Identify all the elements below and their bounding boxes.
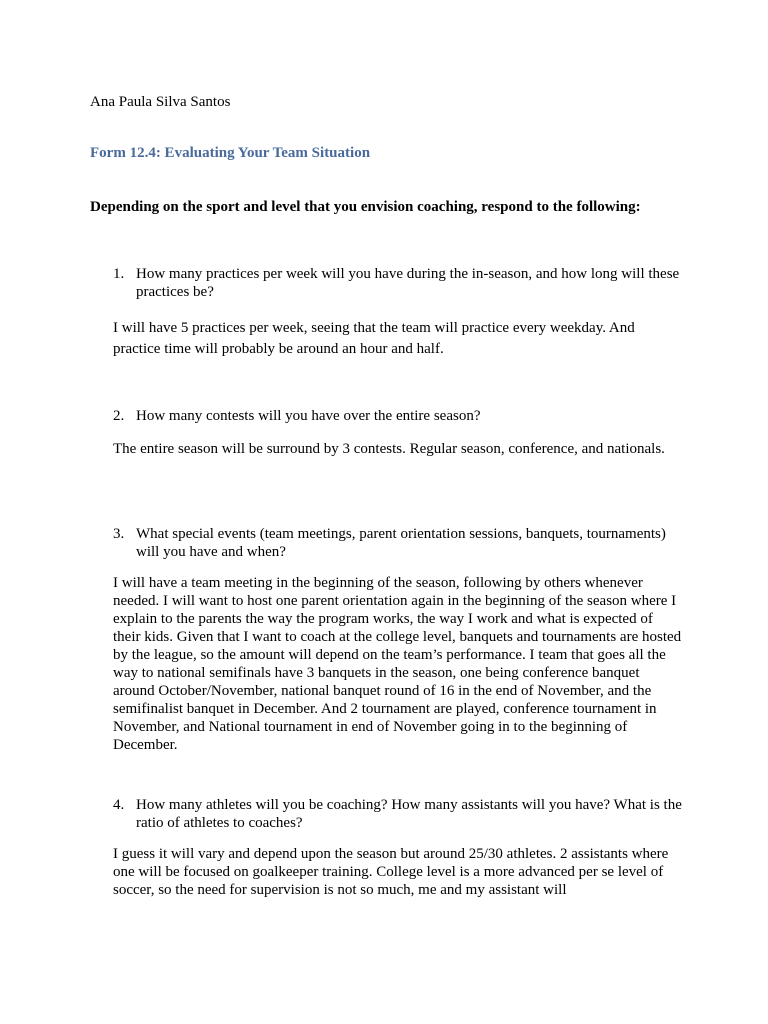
answer-4: I guess it will vary and depend upon the season but around 25/30 athletes. 2 assistants where one will be focused on goalkeeper training. College level is a more advanced per se level of soccer, so the need for supervision is not so much, me and my assistant will (113, 846, 669, 898)
question-text: How many practices per week will you have during the in-season, and how long will these practices be? (136, 266, 680, 300)
question-text: What special events (team meetings, parent orientation sessions, banquets, tournaments) will you have and when? (136, 526, 666, 560)
intro-instruction: Depending on the sport and level that you envision coaching, respond to the following: (90, 199, 641, 215)
answer-2: The entire season will be surround by 3 contests. Regular season, conference, and nationals. (113, 441, 665, 457)
question-number: 4. (113, 797, 125, 813)
answer-3: I will have a team meeting in the beginning of the season, following by others whenever needed. I will want to host one parent orientation again in the beginning of the season where I explain to the parents the way the program works, the way I work and what is expected of their kids. Given that I want to coach at the college level, banquets and tournaments are hosted by the league, so the amount will depend on the team’s performance. I team that goes all the way to national semifinals have 3 banquets in the season, one being conference banquet around October/November, national banquet round of 16 in the end of November, and the semifinalist banquet in December. And 2 tournament are played, conference tournament in November, and National tournament in end of November going in to the beginning of December. (113, 575, 682, 753)
question-number: 1. (113, 266, 125, 282)
question-number: 2. (113, 408, 125, 424)
question-2 (113, 407, 683, 425)
question-text: How many athletes will you be coaching? How many assistants will you have? What is the ratio of athletes to coaches? (136, 797, 682, 831)
question-number: 3. (113, 526, 125, 542)
answer-1: I will have 5 practices per week, seeing that the team will practice every weekday. And practice time will probably be around an hour and half. (113, 320, 635, 357)
question-1 (113, 265, 683, 301)
question-3 (113, 525, 683, 561)
question-4 (113, 796, 683, 832)
question-text: How many contests will you have over the entire season? (136, 408, 481, 424)
author-name: Ana Paula Silva Santos (90, 94, 231, 110)
form-title: Form 12.4: Evaluating Your Team Situation (90, 145, 371, 161)
